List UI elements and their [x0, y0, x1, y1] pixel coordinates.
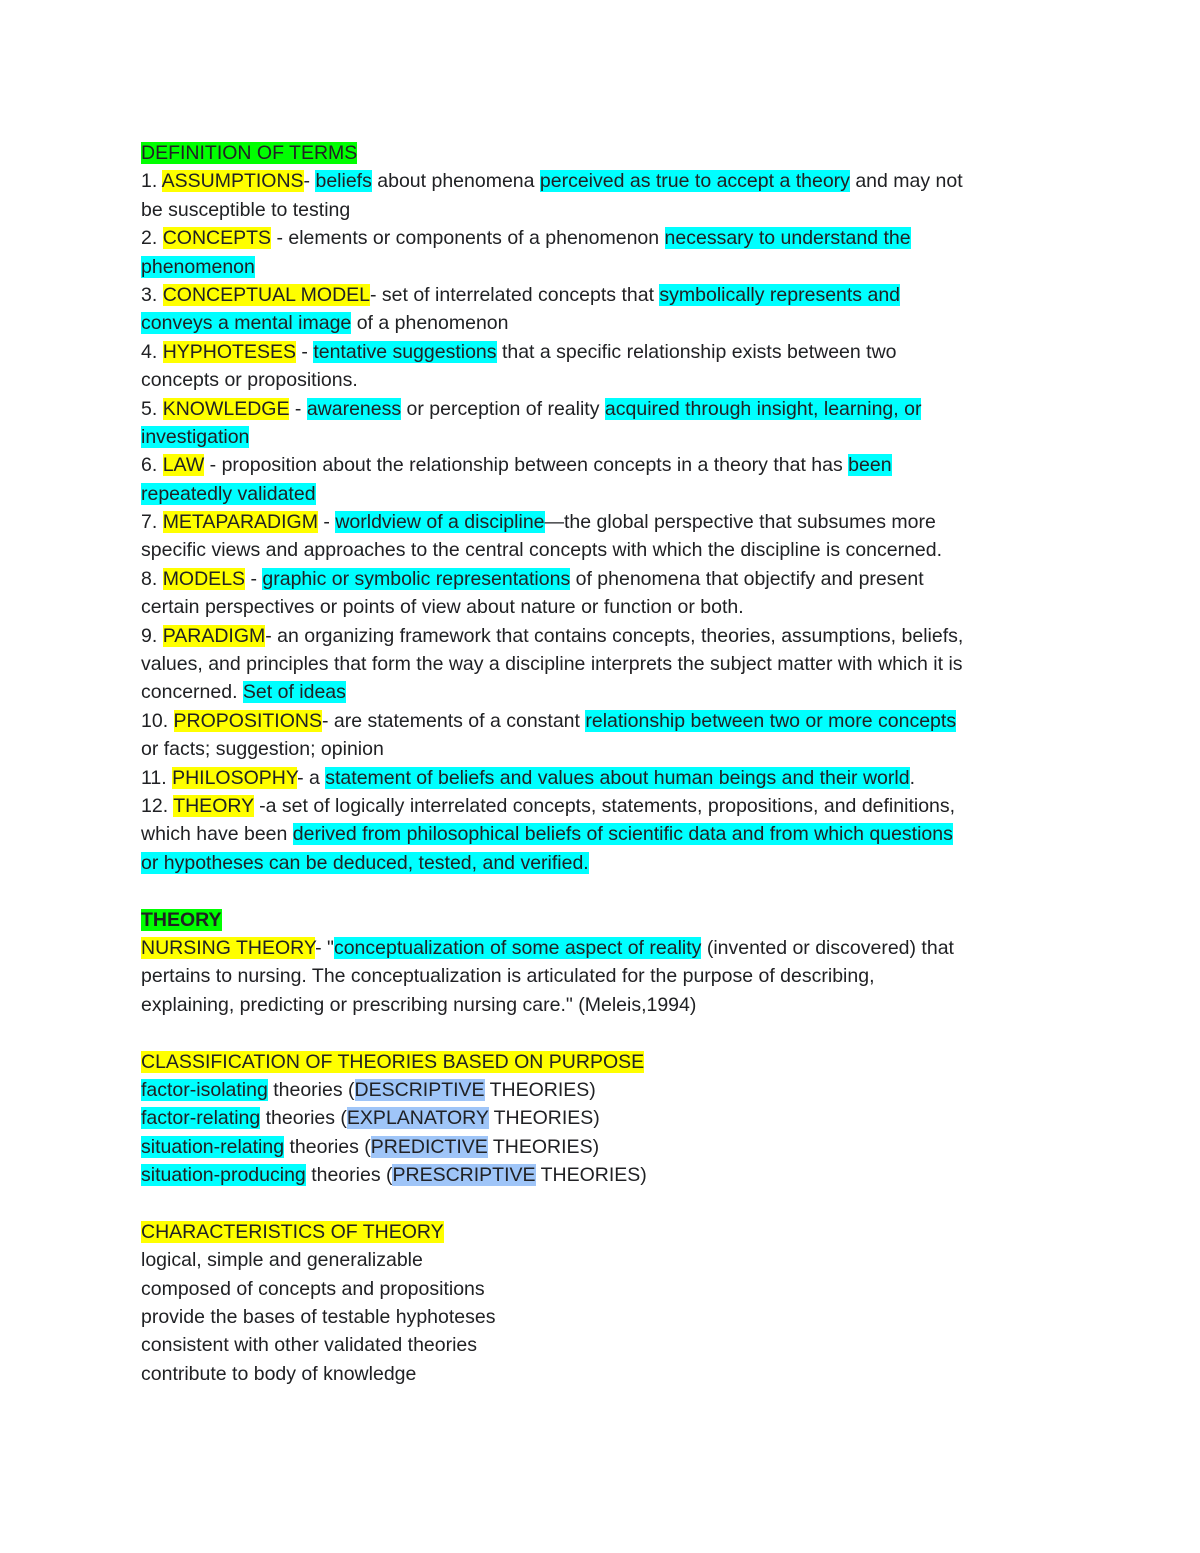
text-run: - elements or components of a phenomenon: [271, 227, 665, 250]
text-line: [141, 849, 1066, 877]
highlighted-text: HYPHOTESES: [162, 340, 296, 363]
blank-line: [141, 1019, 1066, 1047]
highlighted-text: awareness: [306, 397, 402, 420]
highlighted-text: MODELS: [162, 567, 246, 590]
text-run: -a set of logically interrelated concepts, statements, propositions, and definitions,: [253, 794, 956, 817]
text-line: [141, 1076, 1066, 1104]
highlighted-text: PARADIGM: [162, 624, 266, 647]
highlighted-text: PHILOSOPHY: [172, 766, 298, 789]
text-run: theories (: [260, 1107, 347, 1130]
text-run: THEORIES): [535, 1164, 647, 1187]
text-run: 2.: [141, 227, 163, 250]
highlighted-text: CHARACTERISTICS OF THEORY: [141, 1220, 444, 1243]
text-run: -: [317, 511, 336, 534]
highlighted-text: tentative suggestions: [313, 340, 497, 363]
text-line: [141, 565, 1066, 593]
text-run: explaining, predicting or prescribing nursing care." (Meleis,1994): [141, 993, 697, 1016]
text-run: theories (: [305, 1164, 393, 1187]
text-line: [141, 735, 1066, 763]
highlighted-text: factor-isolating: [141, 1078, 268, 1101]
text-line: [141, 1246, 1066, 1274]
highlighted-text: situation-relating: [141, 1135, 285, 1158]
text-line: [141, 480, 1066, 508]
text-run: 7.: [141, 511, 163, 534]
text-run: THEORIES): [488, 1107, 600, 1130]
text-run: of phenomena that objectify and present: [570, 567, 924, 590]
highlighted-text: THEORY: [141, 908, 222, 931]
text-run: 5.: [141, 397, 163, 420]
highlighted-text: Set of ideas: [242, 681, 346, 704]
highlighted-text: EXPLANATORY: [346, 1107, 489, 1130]
highlighted-text: beliefs: [315, 170, 372, 193]
text-run: 11.: [141, 766, 173, 789]
text-line: [141, 792, 1066, 820]
text-run: concepts or propositions.: [141, 369, 358, 392]
highlighted-text: worldview of a discipline: [335, 511, 545, 534]
highlighted-text: CLASSIFICATION OF THEORIES BASED ON PURPOSE: [141, 1050, 645, 1073]
highlighted-text: DESCRIPTIVE: [354, 1078, 485, 1101]
highlighted-text: PRESCRIPTIVE: [392, 1164, 536, 1187]
highlighted-text: necessary to understand the: [664, 227, 911, 250]
text-run: certain perspectives or points of view about nature or function or both.: [141, 596, 744, 619]
text-run: pertains to nursing. The conceptualization is articulated for the purpose of describing,: [141, 965, 875, 988]
highlighted-text: DEFINITION OF TERMS: [141, 142, 358, 164]
text-run: specific views and approaches to the central concepts with which the discipline is concerned.: [141, 539, 943, 562]
text-run: values, and principles that form the way a discipline interprets the subject matter with which it is: [141, 653, 963, 676]
highlighted-text: investigation: [141, 425, 250, 448]
highlighted-text: symbolically represents and: [659, 283, 901, 306]
highlighted-text: or hypotheses can be deduced, tested, and verified.: [141, 851, 589, 874]
text-line: [141, 991, 1066, 1019]
text-line: [141, 1218, 1066, 1246]
text-run: 12.: [141, 794, 174, 817]
text-run: contribute to body of knowledge: [141, 1362, 417, 1385]
text-run: 4.: [141, 340, 163, 363]
highlighted-text: CONCEPTUAL MODEL: [162, 283, 370, 306]
text-line: [141, 1303, 1066, 1331]
text-line: [141, 366, 1066, 394]
text-line: [141, 423, 1066, 451]
text-line: [141, 650, 1066, 678]
text-run: composed of concepts and propositions: [141, 1277, 485, 1300]
text-run: about phenomena: [371, 170, 540, 193]
text-line: [141, 1360, 1066, 1388]
text-line: [141, 167, 1066, 195]
highlighted-text: statement of beliefs and values about human beings and their world: [325, 766, 910, 789]
text-line: [141, 934, 1066, 962]
text-run: provide the bases of testable hyphoteses: [141, 1306, 496, 1329]
text-line: [141, 196, 1066, 224]
text-run: -: [295, 340, 314, 363]
highlighted-text: ASSUMPTIONS: [161, 170, 304, 193]
text-line: [141, 962, 1066, 990]
text-run: —the global perspective that subsumes more: [544, 511, 936, 534]
document-body: [141, 139, 1066, 1388]
text-run: -: [289, 397, 307, 420]
text-line: [141, 678, 1066, 706]
text-run: logical, simple and generalizable: [141, 1249, 423, 1272]
text-line: [141, 508, 1066, 536]
text-run: - an organizing framework that contains concepts, theories, assumptions, beliefs,: [265, 624, 964, 647]
text-line: [141, 1275, 1066, 1303]
text-run: which have been: [141, 823, 293, 846]
text-line: [141, 1104, 1066, 1132]
text-line: [141, 451, 1066, 479]
text-run: THEORIES): [487, 1135, 600, 1158]
highlighted-text: KNOWLEDGE: [162, 397, 290, 420]
text-run: -: [245, 567, 263, 590]
text-run: .: [909, 766, 915, 789]
highlighted-text: situation-producing: [141, 1164, 306, 1187]
text-line: [141, 338, 1066, 366]
text-run: - a: [297, 766, 326, 789]
highlighted-text: derived from philosophical beliefs of scientific data and from which questions: [292, 823, 953, 846]
text-run: and may not: [849, 170, 963, 193]
text-line: [141, 253, 1066, 281]
highlighted-text: conveys a mental image: [141, 312, 352, 335]
text-line: [141, 593, 1066, 621]
text-line: [141, 395, 1066, 423]
highlighted-text: CONCEPTS: [162, 227, 272, 250]
text-line: [141, 1133, 1066, 1161]
highlighted-text: been: [848, 454, 892, 477]
text-run: - set of interrelated concepts that: [370, 283, 660, 306]
highlighted-text: factor-relating: [141, 1107, 261, 1130]
text-run: or perception of reality: [401, 397, 605, 420]
text-line: [141, 536, 1066, 564]
highlighted-text: repeatedly validated: [141, 482, 316, 505]
text-line: [141, 764, 1066, 792]
text-run: 6.: [141, 454, 163, 477]
highlighted-text: relationship between two or more concepts: [585, 709, 957, 732]
highlighted-text: perceived as true to accept a theory: [539, 170, 850, 193]
text-run: consistent with other validated theories: [141, 1334, 478, 1357]
highlighted-text: phenomenon: [141, 255, 255, 278]
blank-line: [141, 877, 1066, 905]
text-line: [141, 906, 1066, 934]
text-line: [141, 1331, 1066, 1359]
text-line: [141, 1161, 1066, 1189]
text-line: [141, 707, 1066, 735]
text-run: that a specific relationship exists between two: [496, 340, 897, 363]
highlighted-text: conceptualization of some aspect of reality: [333, 936, 702, 959]
text-run: (invented or discovered) that: [701, 936, 954, 959]
text-line: [141, 139, 1066, 167]
highlighted-text: graphic or symbolic representations: [262, 567, 571, 590]
text-run: 1.: [141, 170, 162, 193]
text-run: be susceptible to testing: [141, 198, 351, 221]
text-run: of a phenomenon: [351, 312, 509, 335]
text-run: THEORIES): [484, 1078, 596, 1101]
text-line: [141, 224, 1066, 252]
text-run: 8.: [141, 567, 163, 590]
text-run: theories (: [284, 1135, 371, 1158]
highlighted-text: acquired through insight, learning, or: [604, 397, 922, 420]
text-run: theories (: [267, 1078, 355, 1101]
highlighted-text: NURSING THEORY: [141, 936, 316, 959]
text-line: [141, 1048, 1066, 1076]
text-run: 9.: [141, 624, 163, 647]
text-run: 3.: [141, 283, 163, 306]
highlighted-text: LAW: [162, 454, 205, 477]
text-line: [141, 820, 1066, 848]
text-line: [141, 622, 1066, 650]
text-line: [141, 309, 1066, 337]
text-run: concerned.: [141, 681, 243, 704]
text-run: - ": [315, 936, 334, 959]
text-run: - are statements of a constant: [321, 709, 586, 732]
text-run: - proposition about the relationship between concepts in a theory that has: [204, 454, 849, 477]
highlighted-text: THEORY: [173, 794, 254, 817]
highlighted-text: PREDICTIVE: [370, 1135, 488, 1158]
text-run: -: [303, 170, 316, 193]
highlighted-text: METAPARADIGM: [162, 511, 318, 534]
text-line: [141, 281, 1066, 309]
text-run: or facts; suggestion; opinion: [141, 738, 384, 761]
text-run: 10.: [141, 709, 174, 732]
blank-line: [141, 1189, 1066, 1217]
highlighted-text: PROPOSITIONS: [173, 709, 322, 732]
